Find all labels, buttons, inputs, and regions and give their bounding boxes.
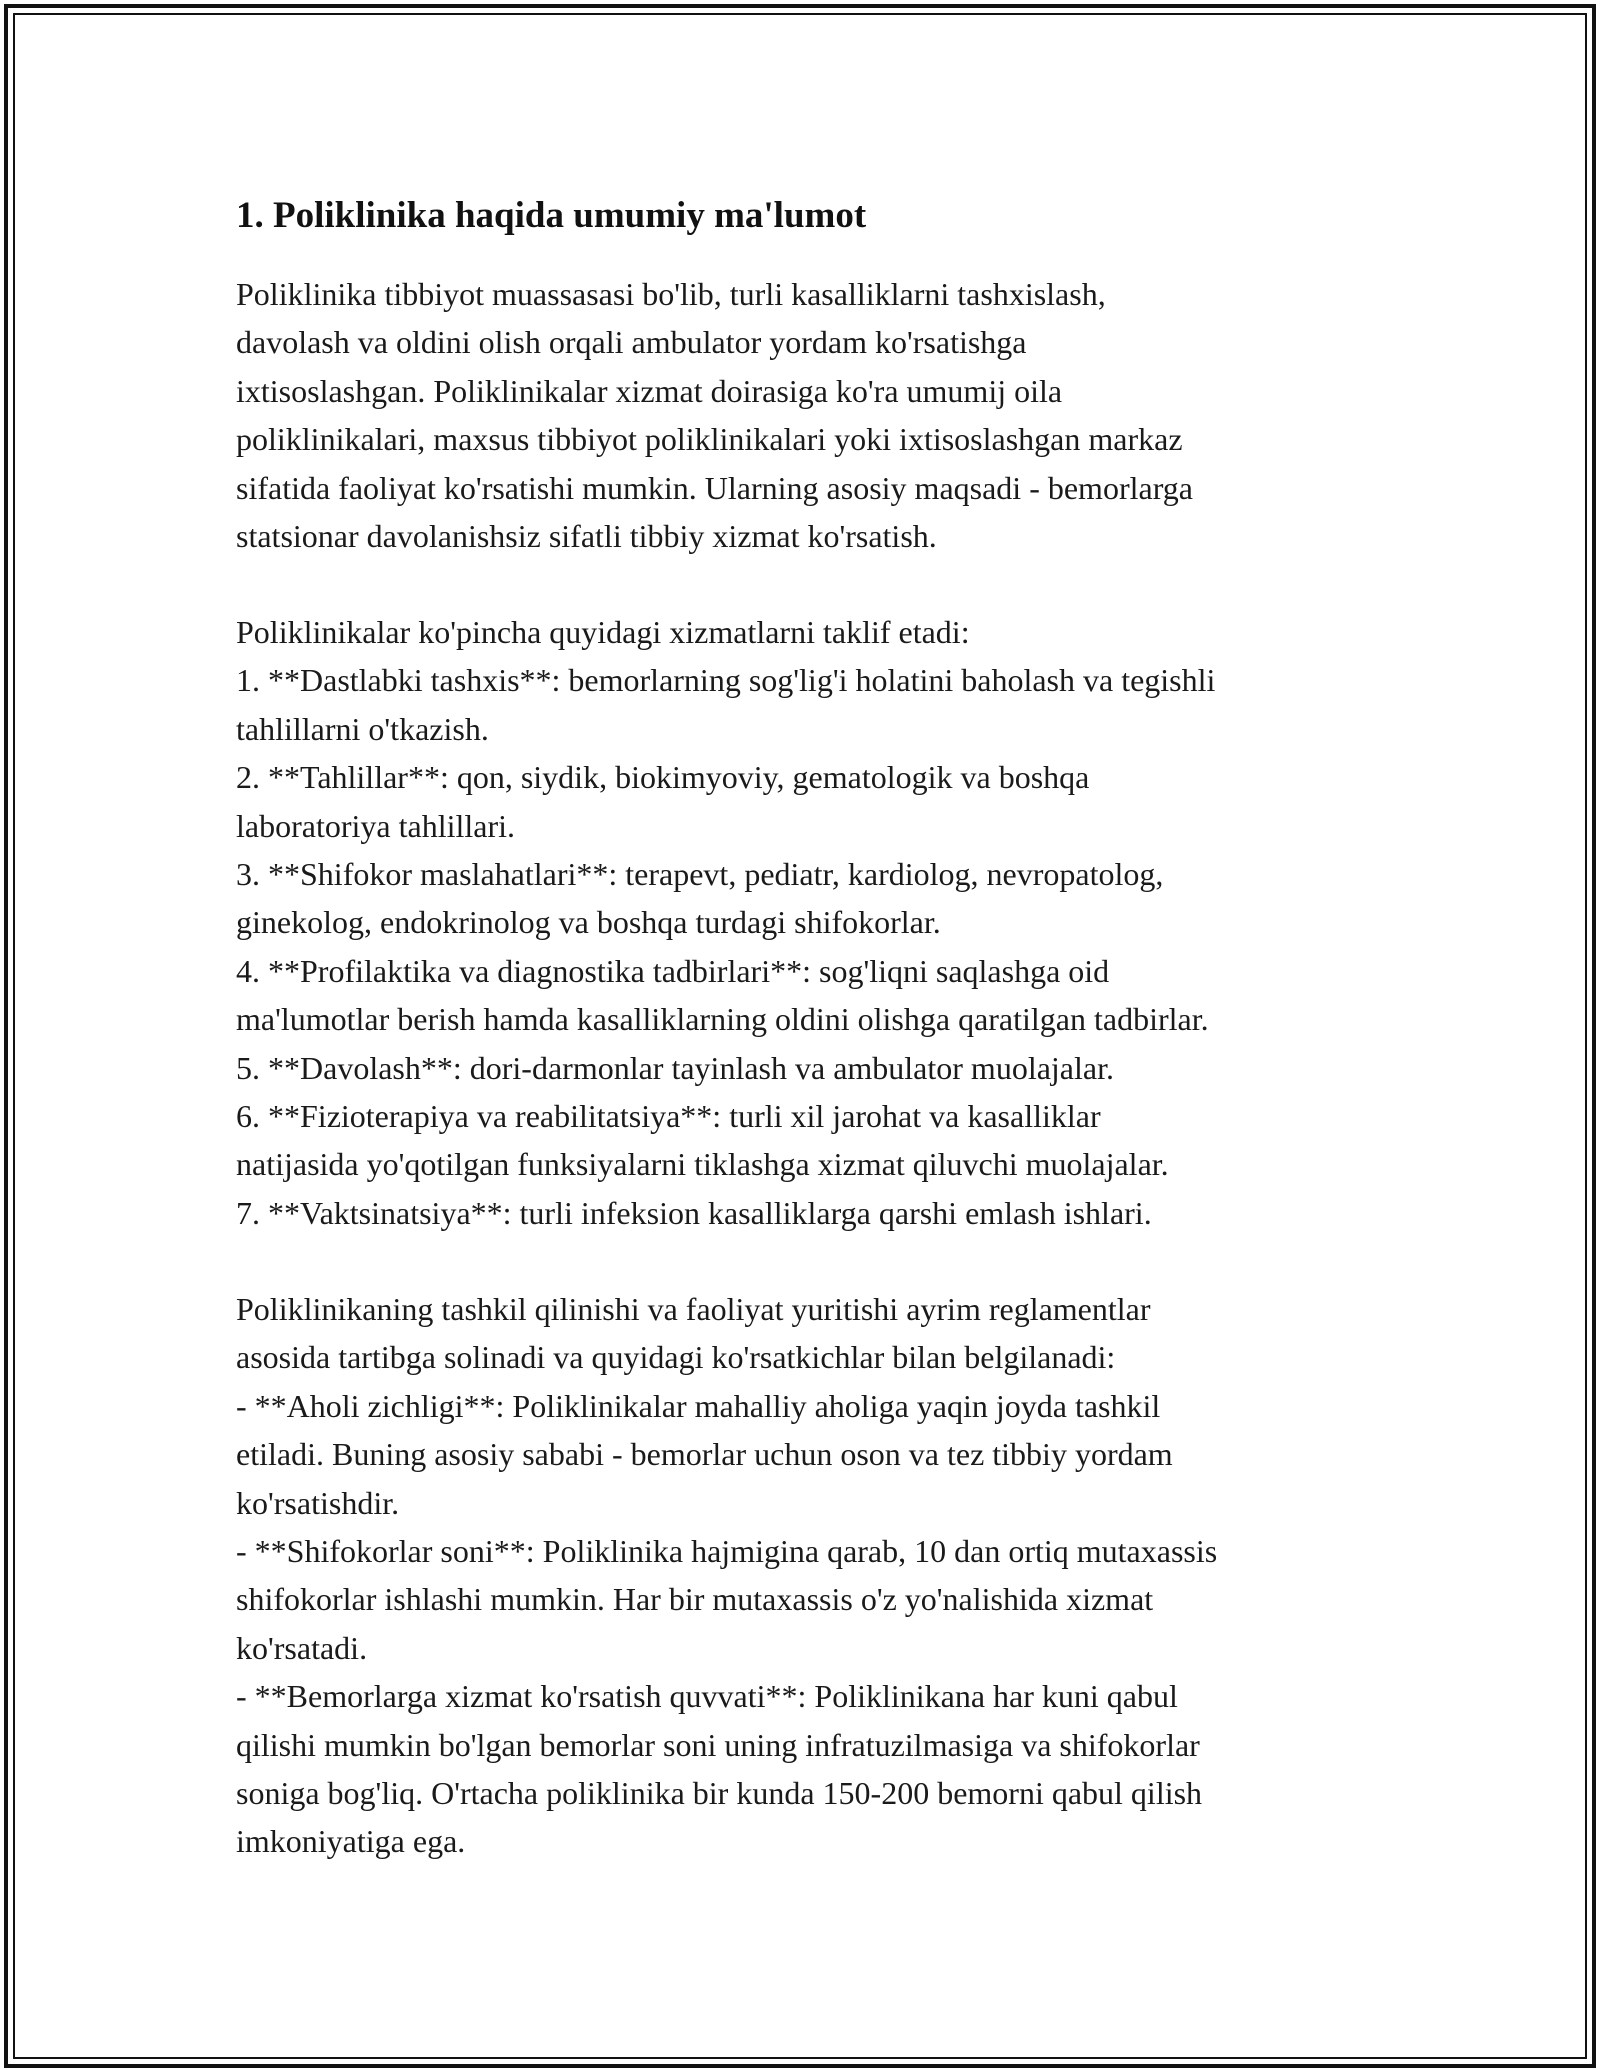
organization-paragraph: Poliklinikaning tashkil qilinishi va faoliyat yuritishi ayrim reglamentlar asosida tartibga solinadi va quyidagi ko'rsatkichlar bilan belgilanadi: - **Aholi zichligi**: Poliklinikalar mahalliy aholiga yaqin joyda tashkil etiladi. Buning asosiy sababi - bemorlar uchun oson va tez tibbiy yordam ko'rsatishdir. - **Shifokorlar soni**: Poliklinika hajmigina qarab, 10 dan ortiq mutaxassis shifokorlar ishlashi mumkin. Har bir mutaxassis o'z yo'nalishida xizmat ko'rsatadi. - **Bemorlarga xizmat ko'rsatish quvvati**: Poliklinikana har kuni qabul qilishi mumkin bo'lgan bemorlar soni uning infratuzilmasiga va shifokorlar soniga bog'liq. O'rtacha poliklinika bir kunda 150-200 bemorni qabul qilish imkoniyatiga ega. bbox=[236, 1291, 1218, 1860]
services-list-paragraph: Poliklinikalar ko'pincha quyidagi xizmatlarni taklif etadi: 1. **Dastlabki tashxis**: bemorlarning sog'lig'i holatini baholash va tegishli tahlillarni o'tkazish. 2. **Tahlillar**: qon, siydik, biokimyoviy, gematologik va boshqa laboratoriya tahlillari. 3. **Shifokor maslahatlari**: terapevt, pediatr, kardiolog, nevropatolog, ginekolog, endokrinolog va boshqa turdagi shifokorlar. 4. **Profilaktika va diagnostika tadbirlari**: sog'liqni saqlashga oid ma'lumotlar berish hamda kasalliklarning oldini olishga qaratilgan tadbirlar. 5. **Davolash**: dori-darmonlar tayinlash va ambulator muolajalar. 6. **Fizioterapiya va reabilitatsiya**: turli xil jarohat va kasalliklar natijasida yo'qotilgan funksiyalarni tiklashga xizmat qiluvchi muolajalar. 7. **Vaktsinatsiya**: turli infeksion kasalliklarga qarshi emlash ishlari. bbox=[236, 614, 1216, 1231]
intro-paragraph: Poliklinika tibbiyot muassasasi bo'lib, turli kasalliklarni tashxislash, davolash va oldini olish orqali ambulator yordam ko'rsatishga ixtisoslashgan. Poliklinikalar xizmat doirasiga ko'ra umumij oila poliklinikalari, maxsus tibbiyot poliklinikalari yoki ixtisoslashgan markaz sifatida faoliyat ko'rsatishi mumkin. Ularning asosiy maqsadi - bemorlarga statsionar davolanishsiz sifatli tibbiy xizmat ko'rsatish. bbox=[236, 276, 1193, 555]
document-body bbox=[236, 188, 1376, 1860]
section-heading: 1. Poliklinika haqida umumiy ma'lumot bbox=[236, 195, 867, 236]
